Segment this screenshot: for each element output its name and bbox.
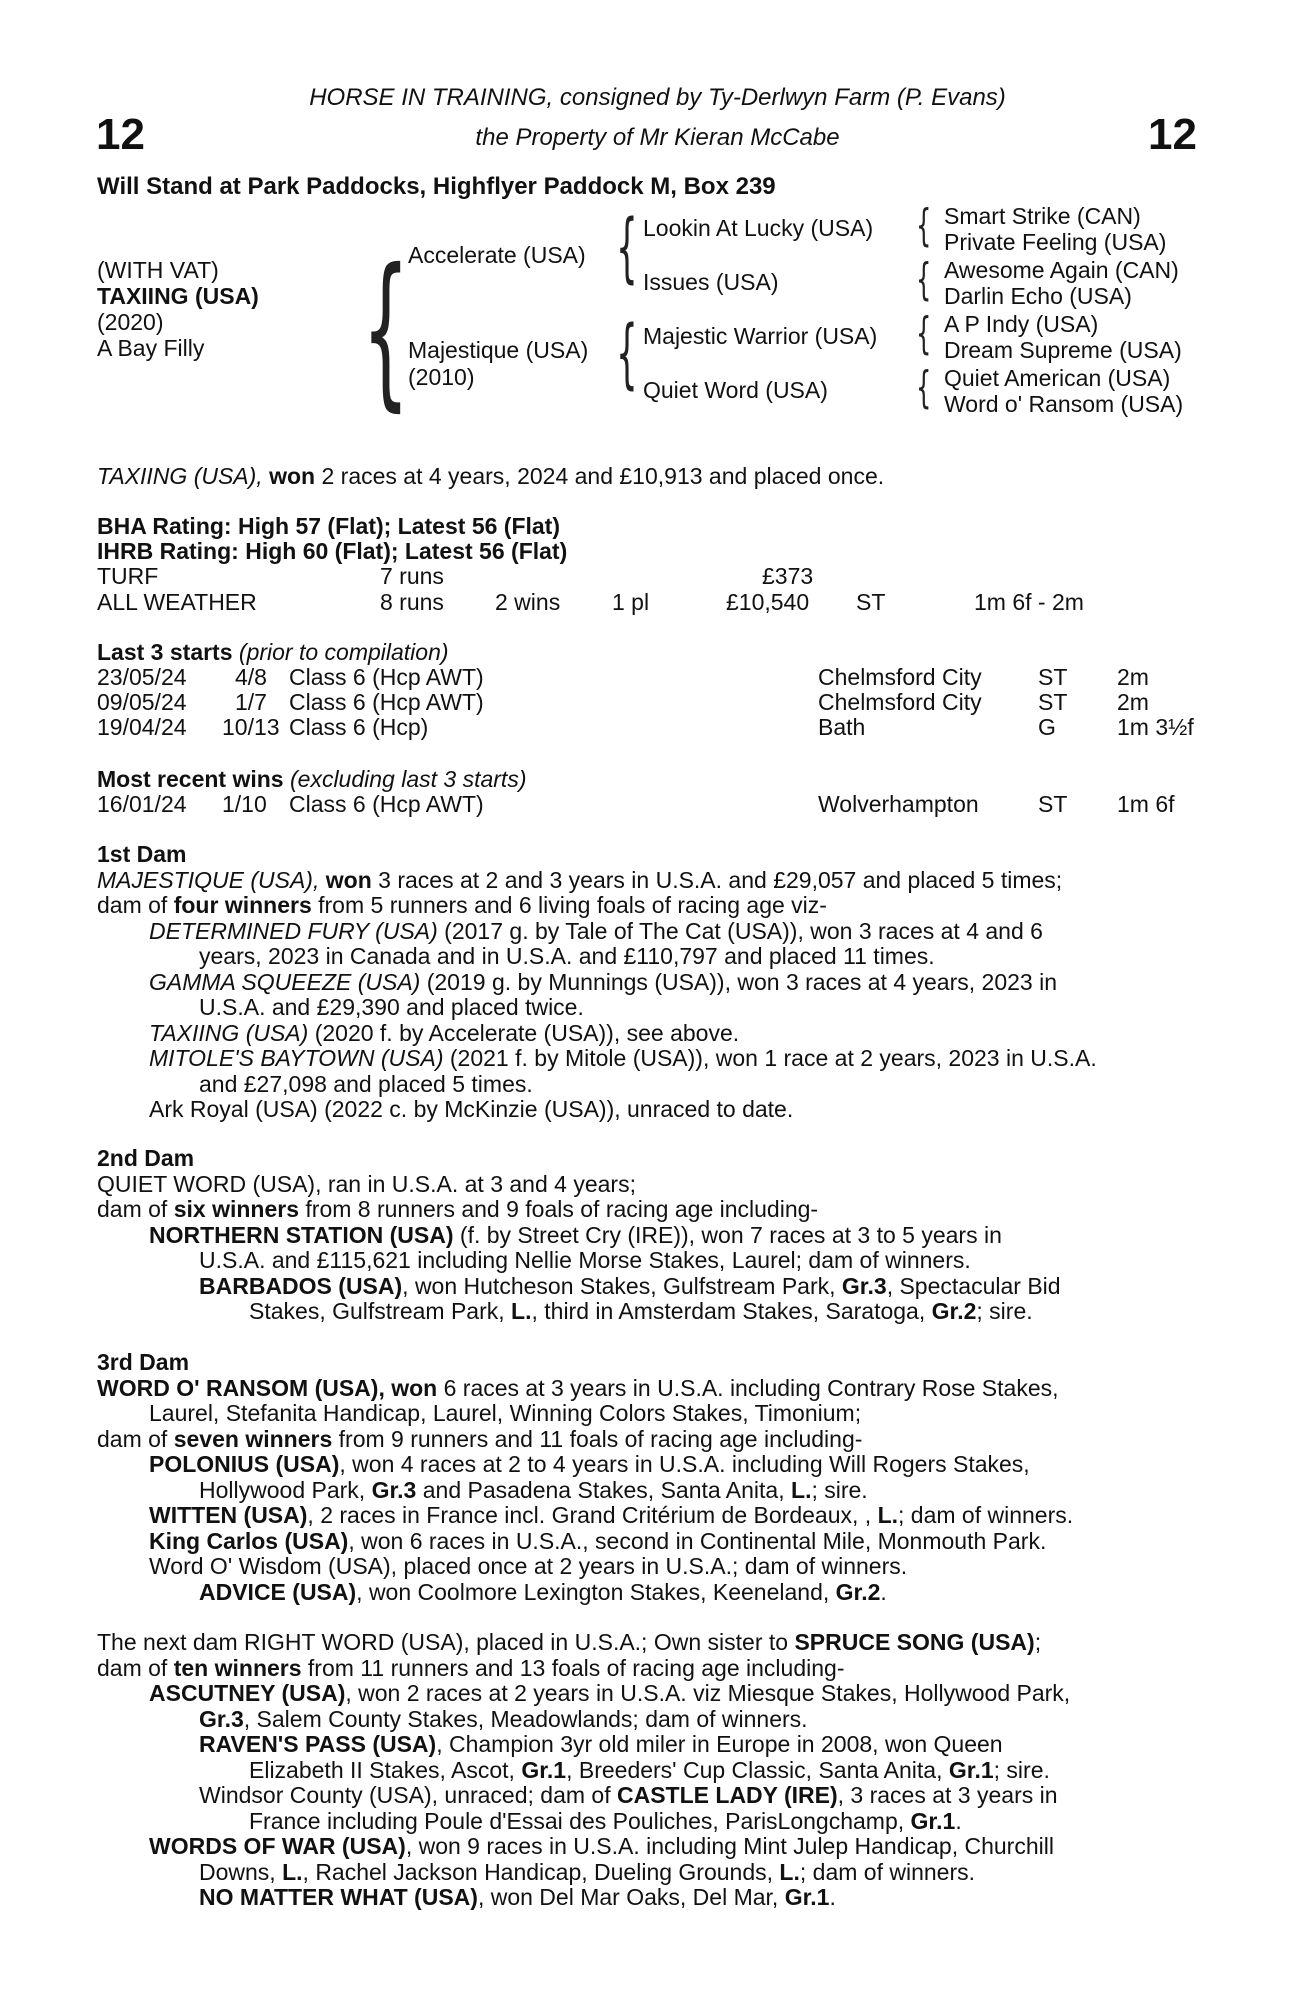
great-grandparent-3: Awesome Again (CAN) [944,257,1179,283]
offspring-record-cont: ; sire. [993,1756,1050,1783]
first-dam-section [97,842,1205,1123]
win-class: Class 6 (Hcp AWT) [289,791,484,817]
offspring-record-cont: ; sire. [811,1476,868,1503]
horse-description: A Bay Filly [97,335,205,361]
second-dam-section [97,1146,1205,1325]
offspring-record-cont: Hollywood Park, [199,1476,372,1503]
offspring-record: , won 6 races in U.S.A., second in Continental Mile, Monmouth Park. [348,1527,1047,1554]
start-course: Chelmsford City [818,664,982,690]
offspring-record: (2021 f. by Mitole (USA)), won 1 race at 2 years, 2023 in U.S.A. [443,1045,1097,1071]
offspring-record-cont: , Breeders' Cup Classic, Santa Anita, [566,1756,949,1783]
recent-wins-note: (excluding last 3 starts) [290,766,527,792]
win-surface: ST [1038,791,1068,817]
last-starts-heading [97,640,449,665]
great-grandparent-8: Word o' Ransom (USA) [944,391,1184,417]
start-surface: G [1038,714,1056,740]
start-class: Class 6 (Hcp AWT) [289,689,484,715]
offspring-name: WITTEN (USA) [149,1502,308,1528]
third-dam-title: 3rd Dam [97,1349,190,1375]
offspring-record: (f. by Street Cry (IRE)), won 7 races at 3 to 5 years in [453,1221,1002,1248]
offspring-record-cont: years, 2023 in Canada and in U.S.A. and £110,797 and placed 11 times. [199,943,935,969]
offspring-record-cont: U.S.A. and £29,390 and placed twice. [199,994,584,1020]
offspring-record: , won Coolmore Lexington Stakes, Keeneland, [356,1578,836,1605]
start-date: 19/04/24 [97,714,187,740]
great-grandparent-6: Dream Supreme (USA) [944,337,1182,363]
offspring-record-cont: Elizabeth II Stakes, Ascot, [249,1756,522,1783]
offspring-record: , won Hutcheson Stakes, Gulfstream Park, [402,1272,842,1299]
brace-gg-3: { [916,308,932,359]
start-class: Class 6 (Hcp AWT) [289,664,484,690]
win-date: 16/01/24 [97,791,187,817]
grade: L. [877,1502,899,1528]
punctuation: . [829,1884,836,1910]
granddam-2: Quiet Word (USA) [643,377,828,403]
dam-of: dam of [97,1654,174,1681]
start-position: 1/7 [235,689,267,715]
race-summary [97,464,884,489]
grade: Gr.3 [371,1476,417,1503]
punctuation: . [955,1807,962,1834]
summary-name: TAXIING (USA), [97,463,263,489]
turf-prize: £373 [762,563,814,589]
second-dam-name: QUIET WORD (USA), ran in U.S.A. at 3 and 4 years; [97,1170,636,1197]
lot-number-left: 12 [96,110,145,159]
brace-gg-2: { [916,254,932,305]
runners-info: from 5 runners and 6 living foals of racing age viz- [311,892,827,918]
brace-gg-4: { [916,362,932,413]
start-distance: 1m 3½f [1117,714,1194,740]
vat-label: (WITH VAT) [97,257,219,283]
recent-wins-title: Most recent wins [97,766,284,792]
winners-count: ten winners [173,1654,302,1681]
win-position: 1/10 [222,791,267,817]
grade: L. [511,1298,532,1324]
grade: Gr.1 [521,1756,567,1783]
brace-gg-1: { [916,200,932,251]
start-position: 10/13 [222,714,280,740]
offspring-name: GAMMA SQUEEZE (USA) [149,968,421,995]
punctuation: ; [1034,1629,1042,1655]
win-course: Wolverhampton [818,791,979,817]
offspring-name: King Carlos (USA) [149,1527,349,1554]
grade: L. [779,1858,800,1885]
start-date: 23/05/24 [97,664,187,690]
offspring-record-cont: ; sire. [976,1298,1033,1324]
summary-rest: 2 races at 4 years, 2024 and £10,913 and placed once. [315,463,885,489]
great-grandparent-4: Darlin Echo (USA) [944,283,1132,309]
offspring-record: (2020 f. by Accelerate (USA)), see above. [308,1019,740,1046]
turf-runs: 7 runs [380,563,444,589]
stand-location: Will Stand at Park Paddocks, Highflyer Paddock M, Box 239 [97,173,776,200]
offspring-name: MITOLE'S BAYTOWN (USA) [149,1045,444,1071]
offspring-record: , 2 races in France incl. Grand Critérium de Bordeaux, , [307,1502,878,1528]
start-surface: ST [1038,689,1068,715]
offspring-record-cont: U.S.A. and £115,621 including Nellie Morse Stakes, Laurel; dam of winners. [199,1247,971,1273]
offspring-name: NORTHERN STATION (USA) [149,1221,454,1248]
offspring-record: , won Del Mar Oaks, Del Mar, [477,1884,785,1910]
dam-record-cont: Laurel, Stefanita Handicap, Laurel, Winning Colors Stakes, Timonium; [149,1400,862,1426]
grade: Gr.1 [910,1807,956,1834]
offspring-record-cont: , Salem County Stakes, Meadowlands; dam of winners. [243,1705,808,1732]
start-class: Class 6 (Hcp) [289,714,429,740]
offspring-record-cont: Downs, [199,1858,283,1885]
great-grandparent-7: Quiet American (USA) [944,365,1171,391]
offspring-record: (2019 g. by Munnings (USA)), won 3 races at 4 years, 2023 in [420,968,1057,995]
offspring-record-cont: France including Poule d'Essai des Pouliches, ParisLongchamp, [249,1807,911,1834]
offspring-name: DETERMINED FURY (USA) [149,917,438,944]
dam-name: MAJESTIQUE (USA), [97,866,320,893]
grade: Gr.2 [835,1578,881,1605]
start-surface: ST [1038,664,1068,690]
aw-label: ALL WEATHER [97,589,257,615]
offspring-record-cont: ; dam of winners. [799,1858,976,1885]
next-dam-name: The next dam RIGHT WORD (USA), placed in U.S.A.; Own sister to [97,1629,795,1655]
offspring-name: POLONIUS (USA) [149,1451,340,1477]
offspring-record: Ark Royal (USA) (2022 c. by McKinzie (USA)), unraced to date. [149,1096,794,1122]
offspring-record: , Champion 3yr old miler in Europe in 2008, won Queen [436,1731,1003,1757]
grade: Gr.1 [948,1756,994,1783]
winners-count: seven winners [173,1425,333,1452]
offspring-name: NO MATTER WHAT (USA) [199,1884,478,1910]
grade: Gr.1 [784,1884,830,1910]
offspring-record: , Spectacular Bid [886,1272,1061,1299]
consignor-line: HORSE IN TRAINING, consigned by Ty-Derlwyn Farm (P. Evans) [309,84,1006,111]
dam-of: dam of [97,892,174,918]
granddam-1: Issues (USA) [643,269,779,295]
offspring-name: CASTLE LADY (IRE) [617,1782,838,1808]
start-distance: 2m [1117,664,1149,690]
horse-year: (2020) [97,309,164,335]
offspring-record: . [880,1578,887,1605]
brace-dam: { [616,308,638,397]
great-grandparent-1: Smart Strike (CAN) [944,203,1141,229]
win-distance: 1m 6f [1117,791,1175,817]
grandsire-1: Lookin At Lucky (USA) [643,215,874,241]
runners-info: from 9 runners and 11 foals of racing age including- [332,1425,863,1452]
winners-count: six winners [173,1196,299,1222]
offspring-record: Windsor County (USA), unraced; dam of [199,1782,617,1808]
dam-of: dam of [97,1196,174,1222]
grade: Gr.3 [199,1705,244,1732]
aw-wins: 2 wins [495,589,561,615]
third-dam-section [97,1350,1205,1605]
next-dam-section [97,1630,1205,1911]
aw-surface: ST [856,589,886,615]
offspring-name: WORDS OF WAR (USA) [149,1833,406,1859]
offspring-name: ADVICE (USA) [199,1578,357,1605]
aw-distance: 1m 6f - 2m [974,589,1084,615]
big-brace: { [362,234,410,427]
grade: L. [791,1476,812,1503]
offspring-record: , won 9 races in U.S.A. including Mint Julep Handicap, Churchill [405,1833,1054,1859]
horse-name: TAXIING (USA) [97,283,259,309]
offspring-record-cont: Stakes, Gulfstream Park, [249,1298,512,1324]
dam-year: (2010) [408,364,475,390]
start-course: Chelmsford City [818,689,982,715]
great-grandparent-5: A P Indy (USA) [944,311,1099,337]
bha-rating: BHA Rating: High 57 (Flat); Latest 56 (Flat) [97,513,560,539]
offspring-record-cont: , third in Amsterdam Stakes, Saratoga, [531,1298,932,1324]
owner-line: the Property of Mr Kieran McCabe [475,124,840,151]
winners-count: four winners [173,892,312,918]
sire: Accelerate (USA) [408,242,586,268]
grade: Gr.3 [841,1272,887,1299]
start-distance: 2m [1117,689,1149,715]
offspring-record-cont: and Pasadena Stakes, Santa Anita, [416,1476,792,1503]
offspring-record-cont: , Rachel Jackson Handicap, Dueling Grounds, [302,1858,780,1885]
offspring-record: (2017 g. by Tale of The Cat (USA)), won 3 races at 4 and 6 [437,917,1043,944]
grade: L. [282,1858,303,1885]
last-starts-note: (prior to compilation) [238,639,449,665]
won-label: won [325,866,372,893]
aw-placed: 1 pl [612,589,650,615]
second-dam-title: 2nd Dam [97,1145,195,1171]
aw-prize: £10,540 [726,589,810,615]
lot-number-right: 12 [1148,110,1197,159]
offspring-name: RAVEN'S PASS (USA) [199,1731,437,1757]
sister-name: SPRUCE SONG (USA) [794,1629,1035,1655]
summary-won: won [269,463,316,489]
start-date: 09/05/24 [97,689,187,715]
offspring-name: BARBADOS (USA) [199,1272,403,1299]
runners-info: from 8 runners and 9 foals of racing age including- [299,1196,819,1222]
last-starts-title: Last 3 starts [97,639,233,665]
grandsire-2: Majestic Warrior (USA) [643,323,878,349]
offspring-record: Word O' Wisdom (USA), placed once at 2 years in U.S.A.; dam of winners. [149,1553,908,1579]
third-dam-name: WORD O' RANSOM (USA), won [97,1374,438,1401]
dam-record: 6 races at 3 years in U.S.A. including Contrary Rose Stakes, [437,1374,1059,1401]
great-grandparent-2: Private Feeling (USA) [944,229,1167,255]
grade: Gr.2 [931,1298,977,1324]
ihrb-rating: IHRB Rating: High 60 (Flat); Latest 56 (Flat) [97,538,568,564]
brace-sire: { [616,202,638,291]
start-course: Bath [818,714,866,740]
dam-record: 3 races at 2 and 3 years in U.S.A. and £29,057 and placed 5 times; [371,866,1063,893]
start-position: 4/8 [235,664,267,690]
offspring-record: ; dam of winners. [898,1502,1074,1528]
offspring-name: ASCUTNEY (USA) [149,1680,346,1706]
dam-of: dam of [97,1425,174,1452]
aw-runs: 8 runs [380,589,444,615]
offspring-record: , 3 races at 3 years in [837,1782,1058,1808]
offspring-record: , won 4 races at 2 to 4 years in U.S.A. including Will Rogers Stakes, [339,1451,1030,1477]
offspring-record: , won 2 races at 2 years in U.S.A. viz Miesque Stakes, Hollywood Park, [345,1680,1071,1706]
dam: Majestique (USA) [408,337,589,363]
runners-info: from 11 runners and 13 foals of racing age including- [301,1654,845,1681]
turf-label: TURF [97,563,159,589]
offspring-record-cont: and £27,098 and placed 5 times. [199,1070,533,1097]
first-dam-title: 1st Dam [97,841,187,867]
recent-wins-heading [97,767,526,792]
offspring-name: TAXIING (USA) [149,1019,309,1046]
